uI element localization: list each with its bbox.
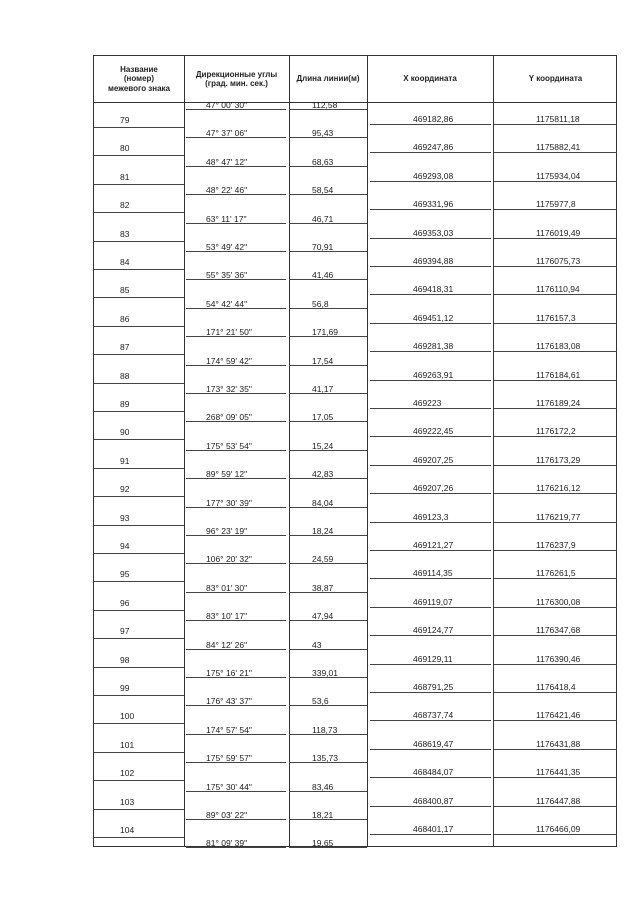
point-x: 469222,45 (413, 426, 454, 437)
point-number-underline (94, 241, 184, 242)
point-number: 82 (120, 200, 130, 211)
segment-length-underline (289, 592, 367, 593)
segment-length: 171,69 (312, 327, 338, 338)
point-number-underline (94, 752, 184, 753)
point-x: 469293,08 (413, 170, 454, 181)
point-x: 468401,17 (413, 824, 454, 834)
segment-length-underline (289, 478, 367, 479)
point-x-underline (370, 209, 491, 210)
segment-angle-underline (186, 762, 286, 763)
segment-length-underline (289, 819, 367, 820)
point-number-underline (94, 411, 184, 412)
segment-length: 135,73 (312, 753, 338, 764)
point-x: 469207,26 (413, 483, 454, 494)
point-number-underline (94, 638, 184, 639)
segment-angle: 173° 32' 35" (206, 384, 252, 394)
point-x: 469223 (413, 398, 442, 408)
point-number-underline (94, 581, 184, 582)
segment-length: 56,8 (312, 298, 329, 309)
point-number: 99 (120, 683, 130, 693)
segment-angle-underline (186, 677, 286, 678)
point-y: 1176237,9 (536, 540, 576, 550)
segment-length: 38,87 (312, 582, 334, 593)
segment-length-underline (289, 563, 367, 564)
point-y: 1176216,12 (536, 483, 581, 494)
segment-angle-underline (186, 563, 286, 564)
point-x-underline (370, 152, 491, 153)
point-y: 1176019,49 (536, 227, 581, 238)
point-y-underline (494, 436, 617, 437)
point-y-underline (494, 550, 617, 551)
point-x-underline (370, 493, 491, 494)
point-x-underline (370, 834, 491, 835)
point-x: 469182,86 (413, 114, 454, 124)
segment-angle: 89° 59' 12" (206, 469, 248, 480)
segment-angle-underline (186, 649, 286, 650)
point-number: 83 (120, 228, 130, 239)
segment-angle-underline (186, 251, 286, 252)
point-number-underline (94, 269, 184, 270)
point-number: 88 (120, 370, 130, 381)
point-x-underline (370, 806, 491, 807)
point-x: 469394,88 (413, 256, 454, 266)
point-y-underline (494, 124, 617, 125)
segment-length-underline (289, 251, 367, 252)
segment-length: 58,54 (312, 185, 334, 196)
point-x-underline (370, 294, 491, 295)
point-x: 469247,86 (413, 142, 454, 153)
point-number: 86 (120, 313, 130, 324)
point-x-underline (370, 380, 491, 381)
point-y: 1176110,94 (536, 284, 580, 295)
point-number: 94 (120, 541, 130, 551)
point-y-underline (494, 607, 617, 608)
segment-length-underline (289, 166, 367, 167)
segment-length: 46,71 (312, 213, 334, 224)
header-x: X координата (403, 74, 457, 84)
segment-angle: 48° 47' 12" (206, 156, 248, 167)
point-number: 79 (120, 115, 130, 125)
segment-length: 19,65 (312, 838, 334, 849)
segment-angle: 106° 20' 32" (206, 554, 252, 565)
segment-angle: 53° 49' 42" (206, 242, 248, 252)
point-y: 1176447,88 (536, 795, 581, 806)
point-number: 91 (120, 455, 130, 466)
point-x-underline (370, 181, 491, 182)
segment-angle: 174° 57' 54" (206, 724, 252, 735)
segment-angle: 175° 30' 44" (206, 781, 252, 792)
segment-length: 43 (312, 639, 322, 650)
segment-length-underline (289, 620, 367, 621)
point-x-underline (370, 323, 491, 324)
point-y-underline (494, 834, 617, 835)
segment-angle: 175° 16' 21" (206, 668, 252, 678)
point-y-underline (494, 692, 617, 693)
column-divider (289, 56, 290, 846)
point-y-underline (494, 408, 617, 409)
segment-length: 339,01 (312, 668, 338, 678)
segment-length: 24,59 (312, 554, 334, 565)
point-number: 95 (120, 569, 130, 580)
point-y-underline (494, 806, 617, 807)
segment-length: 17,05 (312, 412, 334, 423)
point-x: 469119,07 (413, 596, 453, 607)
point-x-underline (370, 522, 491, 523)
segment-angle: 177° 30' 39" (206, 497, 252, 508)
point-number: 102 (120, 768, 135, 779)
point-x: 469418,31 (413, 284, 454, 295)
header-name-line-1: Название (120, 64, 158, 74)
point-number-underline (94, 780, 184, 781)
header-name-line-2: (номер) (123, 74, 155, 84)
point-y-underline (494, 209, 617, 210)
point-y: 1176075,73 (536, 256, 581, 266)
segment-length-underline (289, 223, 367, 224)
point-x: 469207,25 (413, 454, 454, 465)
segment-angle-underline (186, 194, 286, 195)
segment-length-underline (289, 705, 367, 706)
point-x-underline (370, 777, 491, 778)
segment-angle-underline (186, 478, 286, 479)
segment-angle: 175° 59' 57" (206, 753, 252, 764)
point-x: 469121,27 (413, 540, 454, 550)
point-number: 90 (120, 427, 130, 438)
segment-length-underline (289, 109, 367, 110)
header-angle (184, 56, 289, 102)
segment-angle-underline (186, 592, 286, 593)
point-number-underline (94, 155, 184, 156)
segment-length-underline (289, 137, 367, 138)
segment-angle: 47° 37' 06" (206, 128, 248, 139)
point-x: 468484,07 (413, 767, 454, 778)
segment-angle-underline (186, 393, 286, 394)
point-number: 104 (120, 825, 135, 835)
segment-length: 53,6 (312, 696, 329, 707)
segment-angle-underline (186, 109, 286, 110)
point-x-underline (370, 436, 491, 437)
point-number-underline (94, 212, 184, 213)
segment-length-underline (289, 734, 367, 735)
point-y: 1176441,35 (536, 767, 581, 778)
point-number-underline (94, 297, 184, 298)
segment-angle: 175° 53' 54" (206, 440, 252, 451)
point-y: 1176189,24 (536, 398, 581, 408)
segment-length: 83,46 (312, 781, 334, 792)
point-y-underline (494, 664, 617, 665)
point-number: 93 (120, 512, 130, 523)
segment-angle-underline (186, 535, 286, 536)
point-number-underline (94, 354, 184, 355)
point-y: 1176431,88 (536, 738, 581, 749)
point-number: 103 (120, 796, 135, 807)
segment-length-underline (289, 507, 367, 508)
point-x: 468791,25 (413, 682, 454, 692)
segment-angle: 55° 35' 36" (206, 270, 248, 281)
point-x-underline (370, 238, 491, 239)
point-y: 1176173,29 (536, 454, 581, 465)
segment-length: 47,94 (312, 611, 334, 622)
point-x: 469124,77 (413, 625, 454, 636)
point-x: 469331,96 (413, 199, 454, 210)
segment-length-underline (289, 649, 367, 650)
point-y-underline (494, 522, 617, 523)
point-number: 80 (120, 143, 130, 154)
segment-angle: 171° 21' 50" (206, 327, 252, 338)
segment-angle: 84° 12' 26" (206, 639, 248, 650)
segment-angle: 47° 00' 30" (206, 100, 248, 110)
point-y: 1176418,4 (536, 682, 576, 692)
point-x: 469451,12 (413, 312, 454, 323)
segment-length: 112,58 (312, 100, 338, 110)
header-name-line-3: межевого знака (107, 83, 171, 93)
column-divider (184, 56, 185, 846)
point-x: 469353,03 (413, 227, 454, 238)
point-number: 100 (120, 711, 135, 722)
segment-angle: 63° 11' 17" (206, 213, 247, 224)
segment-angle-underline (186, 791, 286, 792)
point-y: 1175811,18 (536, 114, 580, 124)
point-number-underline (94, 610, 184, 611)
point-number-underline (94, 553, 184, 554)
point-x-underline (370, 408, 491, 409)
segment-length-underline (289, 535, 367, 536)
segment-length: 68,63 (312, 156, 334, 167)
header-name (94, 56, 184, 102)
segment-angle: 96° 23' 19" (206, 526, 248, 536)
segment-length-underline (289, 308, 367, 309)
point-number: 84 (120, 257, 130, 267)
segment-length-underline (289, 194, 367, 195)
segment-angle: 81° 09' 39" (206, 838, 248, 849)
segment-length: 17,54 (312, 355, 334, 366)
segment-angle-underline (186, 365, 286, 366)
point-y: 1176347,68 (536, 625, 581, 636)
point-y: 1176466,09 (536, 824, 581, 834)
segment-length-underline (289, 336, 367, 337)
segment-angle-underline (186, 137, 286, 138)
column-divider (493, 56, 494, 846)
point-y: 1176183,08 (536, 341, 581, 352)
segment-length-underline (289, 847, 367, 848)
segment-angle-underline (186, 450, 286, 451)
point-x-underline (370, 607, 491, 608)
header-y: Y координата (528, 74, 583, 84)
point-number: 81 (120, 171, 130, 182)
point-x: 468619,47 (413, 738, 454, 749)
point-number: 96 (120, 597, 130, 608)
segment-angle: 54° 42' 44" (206, 298, 248, 309)
point-number-underline (94, 127, 184, 128)
point-number-underline (94, 439, 184, 440)
segment-length: 118,73 (312, 724, 338, 735)
point-y: 1176390,46 (536, 653, 581, 664)
point-number-underline (94, 695, 184, 696)
segment-length-underline (289, 279, 367, 280)
point-y: 1176219,77 (536, 511, 581, 522)
header-length: Длина линии(м) (296, 74, 360, 84)
column-divider (367, 56, 368, 846)
point-y-underline (494, 152, 617, 153)
segment-angle: 174° 59' 42" (206, 355, 252, 366)
point-y: 1176421,46 (536, 710, 581, 721)
point-y-underline (494, 181, 617, 182)
segment-angle-underline (186, 166, 286, 167)
segment-length-underline (289, 421, 367, 422)
point-y: 1176184,61 (536, 369, 581, 380)
point-x-underline (370, 635, 491, 636)
point-x-underline (370, 351, 491, 352)
point-y-underline (494, 323, 617, 324)
point-y-underline (494, 578, 617, 579)
segment-length-underline (289, 791, 367, 792)
point-y-underline (494, 238, 617, 239)
segment-angle-underline (186, 279, 286, 280)
point-x-underline (370, 720, 491, 721)
point-x-underline (370, 465, 491, 466)
header-angle-line-1: Дирекционные углы (195, 69, 278, 79)
point-y-underline (494, 465, 617, 466)
point-x-underline (370, 578, 491, 579)
point-x: 469263,91 (413, 369, 454, 380)
header-angle-line-2: (град. мин. сек.) (205, 79, 268, 88)
segment-angle: 89° 03' 22" (206, 810, 248, 820)
point-y-underline (494, 777, 617, 778)
segment-length-underline (289, 677, 367, 678)
segment-length: 18,21 (312, 810, 334, 820)
header-divider (94, 102, 616, 103)
segment-length: 15,24 (312, 440, 334, 451)
segment-angle-underline (186, 336, 286, 337)
point-x: 469129,11 (413, 653, 453, 664)
point-y-underline (494, 720, 617, 721)
point-x: 469114,35 (413, 568, 453, 579)
point-x: 469123,3 (413, 511, 449, 522)
segment-angle-underline (186, 819, 286, 820)
point-y: 1176172,2 (536, 426, 576, 437)
point-number: 97 (120, 626, 130, 637)
point-x-underline (370, 749, 491, 750)
point-number-underline (94, 496, 184, 497)
point-number: 89 (120, 399, 130, 409)
segment-angle: 176° 43' 37" (206, 696, 252, 707)
point-y-underline (494, 635, 617, 636)
segment-angle-underline (186, 223, 286, 224)
point-x: 468737,74 (413, 710, 454, 721)
point-number: 87 (120, 342, 130, 353)
point-y-underline (494, 294, 617, 295)
point-x-underline (370, 266, 491, 267)
segment-angle-underline (186, 620, 286, 621)
point-number-underline (94, 326, 184, 327)
point-x: 469281,38 (413, 341, 454, 352)
point-y: 1175977,8 (536, 199, 576, 210)
segment-length-underline (289, 393, 367, 394)
segment-angle-underline (186, 308, 286, 309)
segment-length: 41,46 (312, 270, 334, 281)
point-number-underline (94, 383, 184, 384)
point-number: 98 (120, 654, 130, 665)
segment-length: 41,17 (312, 384, 334, 394)
segment-angle: 83° 01' 30" (206, 582, 248, 593)
segment-angle: 83° 10' 17" (206, 611, 248, 622)
point-y-underline (494, 749, 617, 750)
point-y-underline (494, 266, 617, 267)
segment-angle-underline (186, 507, 286, 508)
point-y: 1175882,41 (536, 142, 581, 153)
segment-length-underline (289, 450, 367, 451)
segment-angle-underline (186, 734, 286, 735)
point-y-underline (494, 351, 617, 352)
segment-angle: 48° 22' 46" (206, 185, 248, 196)
segment-angle-underline (186, 421, 286, 422)
point-number-underline (94, 809, 184, 810)
point-y: 1176300,08 (536, 596, 581, 607)
segment-length: 84,04 (312, 497, 334, 508)
point-number-underline (94, 667, 184, 668)
segment-length-underline (289, 762, 367, 763)
point-number-underline (94, 184, 184, 185)
segment-angle-underline (186, 705, 286, 706)
point-number-underline (94, 468, 184, 469)
segment-length: 70,91 (312, 242, 334, 252)
point-x-underline (370, 550, 491, 551)
point-y-underline (494, 493, 617, 494)
point-y-underline (494, 380, 617, 381)
segment-angle: 268° 09' 05" (206, 412, 252, 423)
point-y: 1175934,04 (536, 170, 581, 181)
point-x-underline (370, 664, 491, 665)
segment-length: 18,24 (312, 526, 334, 536)
point-number: 101 (120, 739, 135, 750)
segment-length: 95,43 (312, 128, 334, 139)
point-x-underline (370, 692, 491, 693)
point-number: 85 (120, 285, 130, 296)
point-number: 92 (120, 484, 130, 495)
point-x: 468400,87 (413, 795, 454, 806)
point-number-underline (94, 723, 184, 724)
segment-length: 42,83 (312, 469, 334, 480)
segment-length-underline (289, 365, 367, 366)
point-y: 1176157,3 (536, 312, 576, 323)
coordinates-table (93, 55, 617, 847)
point-number-underline (94, 525, 184, 526)
segment-angle-underline (186, 847, 286, 848)
point-number-underline (94, 837, 184, 838)
point-y: 1176261,5 (536, 568, 576, 579)
point-x-underline (370, 124, 491, 125)
